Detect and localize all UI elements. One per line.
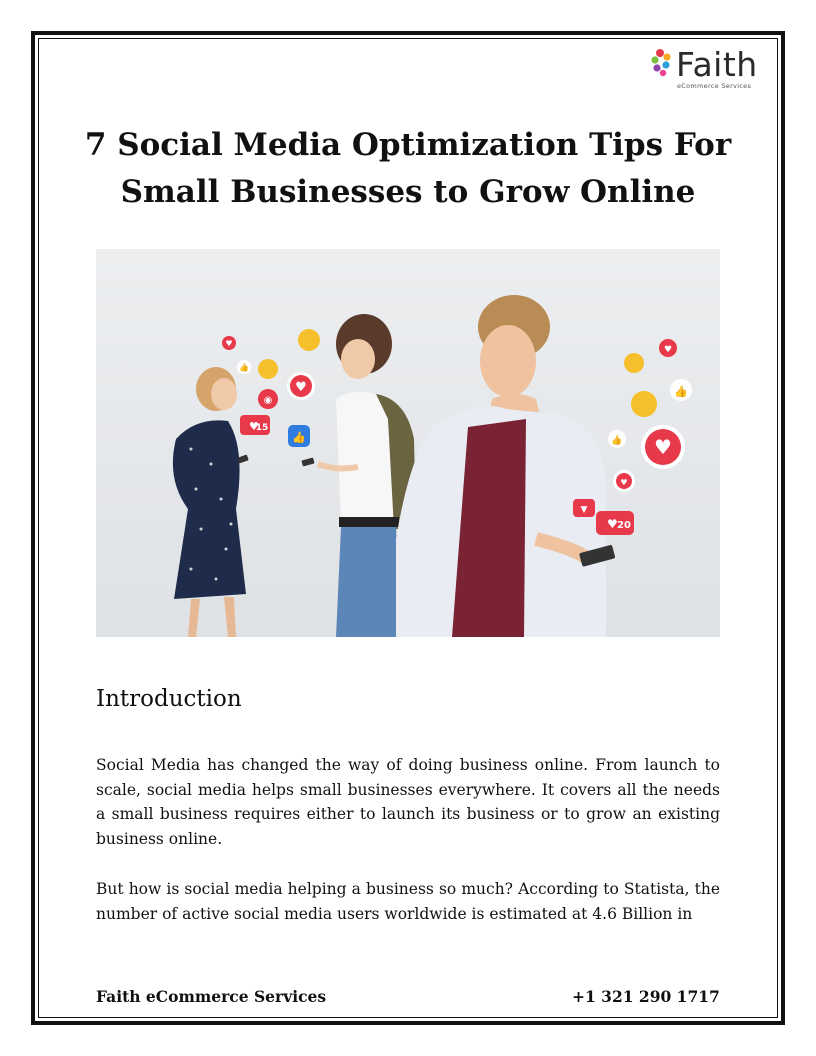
svg-text:👍: 👍 — [239, 363, 249, 372]
svg-text:👍: 👍 — [292, 431, 306, 444]
footer-phone-number: +1 321 290 1717 — [572, 987, 720, 1006]
svg-text:♥: ♥ — [607, 517, 618, 531]
page-title: 7 Social Media Optimization Tips For Small Businesses to Grow Online — [84, 127, 732, 210]
svg-text:15: 15 — [255, 423, 269, 433]
company-logo — [650, 45, 768, 93]
svg-text:♥: ♥ — [663, 345, 673, 355]
logo-petal-icon — [650, 45, 676, 85]
footer-company-name: Faith eCommerce Services — [96, 987, 327, 1006]
svg-text:◉: ◉ — [263, 395, 273, 406]
svg-text:♥: ♥ — [620, 478, 628, 487]
svg-text:👍: 👍 — [674, 385, 688, 398]
svg-text:♥: ♥ — [654, 435, 672, 459]
svg-text:♥: ♥ — [295, 380, 307, 395]
svg-text:20: 20 — [617, 520, 631, 531]
svg-text:♥: ♥ — [225, 339, 233, 348]
introduction-heading: Introduction — [96, 686, 242, 712]
hero-image — [96, 249, 720, 637]
logo-wordmark: Faith — [676, 45, 758, 84]
intro-paragraph-2: But how is social media helping a business so much? According to Statista, the number of active social media users worldwide is estimated at 4.6 Billion in — [96, 880, 720, 923]
svg-text:♥: ♥ — [249, 420, 259, 433]
svg-text:▼: ▼ — [580, 505, 588, 515]
logo-tagline: eCommerce Services — [677, 82, 752, 90]
svg-text:👍: 👍 — [611, 436, 623, 446]
intro-paragraph-1: Social Media has changed the way of doing business online. From launch to scale, social media helps small businesses everywhere. It covers all the needs a small business requires either to launch its business or to grow an existing business online. — [96, 756, 720, 848]
